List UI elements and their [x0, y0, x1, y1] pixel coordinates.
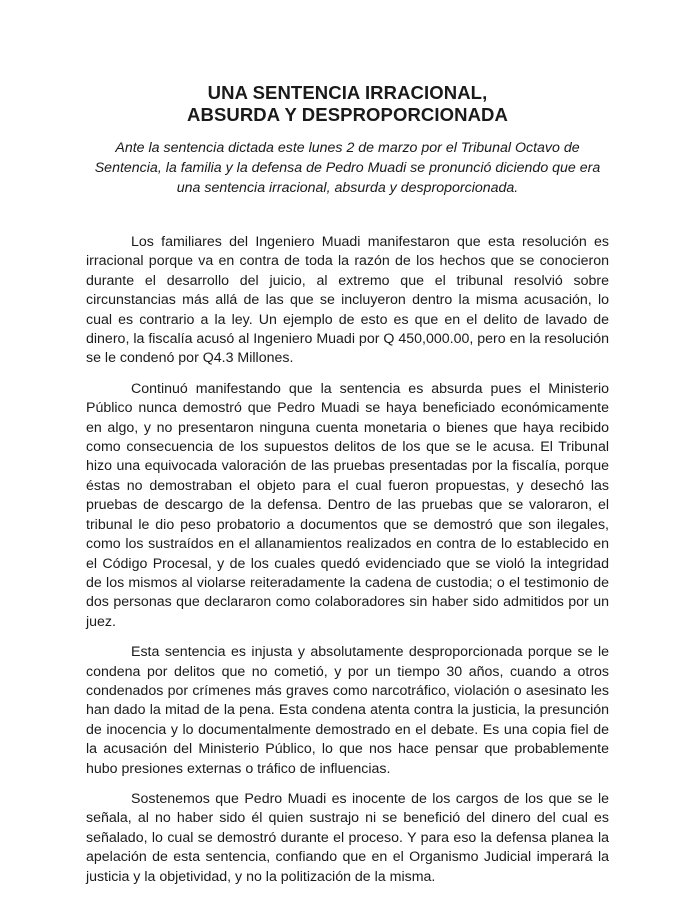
- title-line-1: UNA SENTENCIA IRRACIONAL,: [207, 82, 488, 103]
- paragraph-4: Sostenemos que Pedro Muadi es inocente de los cargos de los que se le señala, al no haber sido él quien sustrajo ni se benefició del dinero del cual es señalado, lo cual se demostró durante el proceso. Y para eso la defensa planea la apelación de esta sentencia, confiando que en el Organismo Judicial imperará la justicia y la objetividad, y no la politización de la misma.: [86, 790, 609, 885]
- document-title: [86, 82, 609, 126]
- title-line-2: ABSURDA Y DESPROPORCIONADA: [187, 104, 508, 125]
- paragraph-2: Continuó manifestando que la sentencia es absurda pues el Ministerio Público nunca demostró que Pedro Muadi se haya beneficiado económicamente en algo, y no presentaron ninguna cuenta monetaria o bienes que haya recibido como consecuencia de los supuestos delitos de los que se le acusa. El Tribunal hizo una equivocada valoración de las pruebas presentadas por la fiscalía, porque éstas no demostraban el objeto para el cual fueron propuestas, y desechó las pruebas de descargo de la defensa. Dentro de las pruebas que se valoraron, el tribunal le dio peso probatorio a documentos que se demostró que son ilegales, como los sustraídos en el allanamientos realizados en contra de lo establecido en el Código Procesal, y de los cuales quedó evidenciado que se violó la integridad de los mismos al violarse reiteradamente la cadena de custodia; o el testimonio de dos personas que declararon como colaboradores sin haber sido admitidos por un juez.: [86, 380, 609, 630]
- paragraph-1: Los familiares del Ingeniero Muadi manifestaron que esta resolución es irracional porque va en contra de toda la razón de los hechos que se conocieron durante el desarrollo del juicio, al extremo que el tribunal resolvió sobre circunstancias más allá de las que se incluyeron dentro la misma acusación, lo cual es contrario a la ley. Un ejemplo de esto es que en el delito de lavado de dinero, la fiscalía acusó al Ingeniero Muadi por Q 450,000.00, pero en la resolución se le condenó por Q4.3 Millones.: [86, 234, 609, 367]
- document-body: [86, 233, 609, 887]
- document-subtitle: Ante la sentencia dictada este lunes 2 de marzo por el Tribunal Octavo de Sentencia, la familia y la defensa de Pedro Muadi se pronunció diciendo que era una sentencia irracional, absurda y desproporcionada.: [94, 140, 601, 196]
- paragraph-3: Esta sentencia es injusta y absolutamente desproporcionada porque se le condena por delitos que no cometió, y por un tiempo 30 años, cuando a otros condenados por crímenes más graves como narcotráfico, violación o asesinato les han dado la mitad de la pena. Esta condena atenta contra la justicia, la presunción de inocencia y lo documentalmente demostrado en el debate. Es una copia fiel de la acusación del Ministerio Público, lo que nos hace pensar que probablemente hubo presiones externas o tráfico de influencias.: [86, 644, 609, 777]
